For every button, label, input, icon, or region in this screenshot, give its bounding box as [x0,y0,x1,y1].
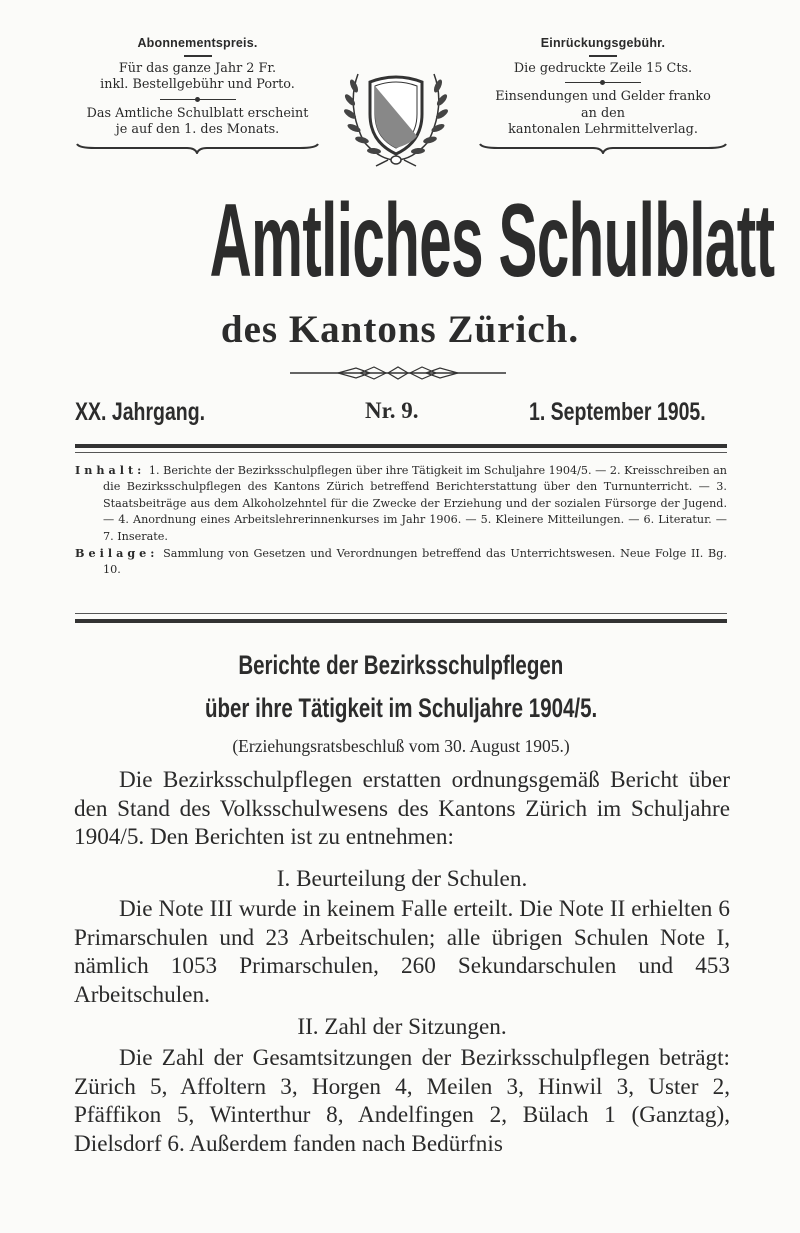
submissions-line2: an den [581,105,625,121]
article-decision-note: (Erziehungsratsbeschluß vom 30. August 1905.) [232,736,570,756]
issue-info-row [75,398,727,428]
issue-number: Nr. 9. [365,398,419,423]
dot-divider [565,78,641,88]
publication-note-line1: Das Amtliche Schulblatt erscheint [86,105,309,121]
ornament-divider-icon [288,365,508,381]
subscription-price-box [75,36,320,152]
article-title-line1: Berichte der Bezirksschulpflegen [238,650,564,680]
section-1-body [74,895,730,1009]
contents-label: Inhalt: [75,463,146,477]
line-price: Die gedruckte Zeile 15 Cts. [513,60,693,76]
rule-thick [75,444,727,448]
article-intro [74,766,730,852]
volume-label: XX. Jahrgang. [75,398,206,426]
section-1-paragraph: Die Note III wurde in keinem Falle erteilt. Die Note II erhielten 6 Primarschulen und 23 Arbeitschulen; alle übrigen Schulen Note I, nämlich 1053 Primarschulen, 260 Sekundarschulen und 453 Arbeitschulen. [74,896,730,1008]
insertion-fee-heading: Einrückungsgebühr. [540,36,666,50]
submissions-line3: kantonalen Lehrmittelverlag. [508,122,698,137]
masthead-subtitle: des Kantons Zürich. [220,308,580,351]
insertion-fee-box [478,36,728,152]
section-heading-2: II. Zahl der Sitzungen. [297,1014,507,1040]
table-of-contents [75,462,727,579]
section-2-body [74,1044,730,1158]
divider [184,55,212,57]
issue-date: 1. September 1905. [529,398,706,426]
divider [589,55,617,57]
brace-ornament [75,142,320,152]
section-heading-1: I. Beurteilung der Schulen. [276,866,528,892]
subscription-fee-line: inkl. Bestellgebühr und Porto. [100,77,295,92]
masthead-title: Amtliches Schulblatt [209,183,775,299]
article-title-line2: über ihre Tätigkeit im Schuljahre 1904/5. [204,693,598,723]
brace-ornament [478,142,728,152]
rule-thin [75,452,727,453]
dot-divider [160,95,236,105]
supplement-text: Sammlung von Gesetzen und Verordnungen betreffend das Unterrichtswesen. Neue Folge II. Bg. 10. [103,547,727,577]
contents-entry [75,462,727,545]
contents-text: 1. Berichte der Bezirksschulpflegen über ihre Tätigkeit im Schuljahre 1904/5. — 2. Kreisschreiben an die Bezirksschulpflegen des Kantons Zürich betreffend Berichterstattung über den Turnunterricht. — 3. Staatsbeiträge aus dem Alkoholzehntel für die Zwecke der Erziehung und der sozialen Fürsorge der Jugend. — 4. Anordnung eines Arbeitslehrerinnenkurses im Jahr 1906. — 5. Kleinere Mitteilungen. — 6. Literatur. — 7. Inserate. [103,464,727,543]
subscription-price-line: Für das ganze Jahr 2 Fr. [118,60,277,76]
section-2-paragraph: Die Zahl der Gesamtsitzungen der Bezirksschulpflegen beträgt: Zürich 5, Affoltern 3, Horgen 4, Meilen 3, Hinwil 3, Uster 2, Pfäffikon 5, Winterthur 8, Andelfingen 2, Bülach 1 (Ganztag), Dielsdorf 6. Außerdem fanden nach Bedürfnis [74,1045,730,1157]
zurich-crest-icon [336,56,456,168]
supplement-entry [75,545,727,579]
rule-thick [75,619,727,623]
intro-paragraph: Die Bezirksschulpflegen erstatten ordnungsgemäß Bericht über den Stand des Volksschulwesens des Kantons Zürich im Schuljahre 1904/5. Den Berichten ist zu entnehmen: [74,767,730,851]
submissions-line1: Einsendungen und Gelder franko [495,89,711,104]
subscription-heading: Abonnementspreis. [137,36,258,50]
rule-thin [75,613,727,614]
supplement-label: Beilage: [75,546,159,561]
publication-note-line2: je auf den 1. des Monats. [115,122,280,137]
